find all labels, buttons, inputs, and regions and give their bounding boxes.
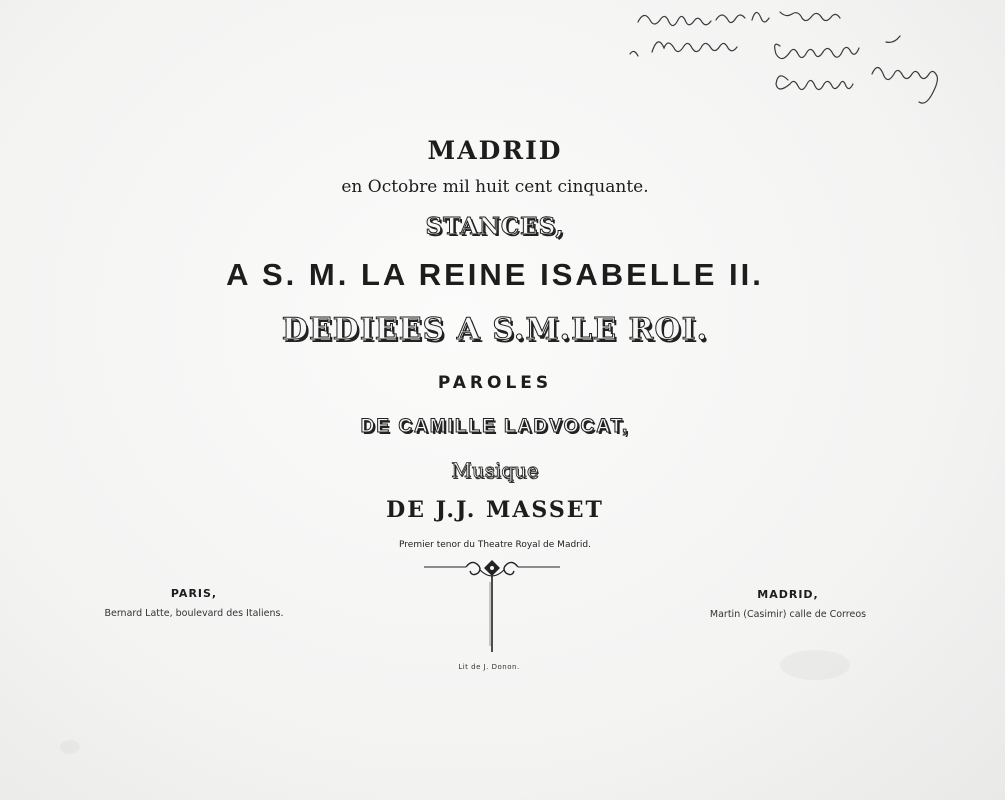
- title-dedication: DEDIEES A S.M.LE ROI.: [281, 312, 709, 347]
- publisher-address: Bernard Latte, boulevard des Italiens.: [104, 608, 284, 619]
- title-dedicatee: A S. M. LA REINE ISABELLE II.: [226, 257, 764, 292]
- musique-label: Musique: [451, 458, 539, 482]
- publisher-city: PARIS,: [170, 587, 218, 600]
- title-date: en Octobre mil huit cent cinquante.: [341, 177, 649, 197]
- title-madrid: MADRID: [427, 136, 563, 165]
- lithographer-credit: Lit de J. Donon.: [458, 663, 520, 671]
- publisher-address: Martin (Casimir) calle de Correos: [709, 609, 867, 620]
- publisher-madrid: [708, 588, 868, 620]
- title-stances: STANCES,: [425, 213, 565, 240]
- lyricist-name: DE CAMILLE LADVOCAT,: [360, 416, 630, 437]
- ornament-divider: [422, 556, 562, 656]
- composer-name: DE J.J. MASSET: [386, 497, 604, 523]
- handwritten-dedication: [620, 2, 1000, 112]
- publisher-city: MADRID,: [757, 588, 819, 601]
- publisher-paris: [104, 587, 284, 619]
- paper-stain: [60, 740, 80, 754]
- composer-note: Premier tenor du Theatre Royal de Madrid.: [399, 540, 591, 550]
- paroles-label: PAROLES: [437, 373, 553, 393]
